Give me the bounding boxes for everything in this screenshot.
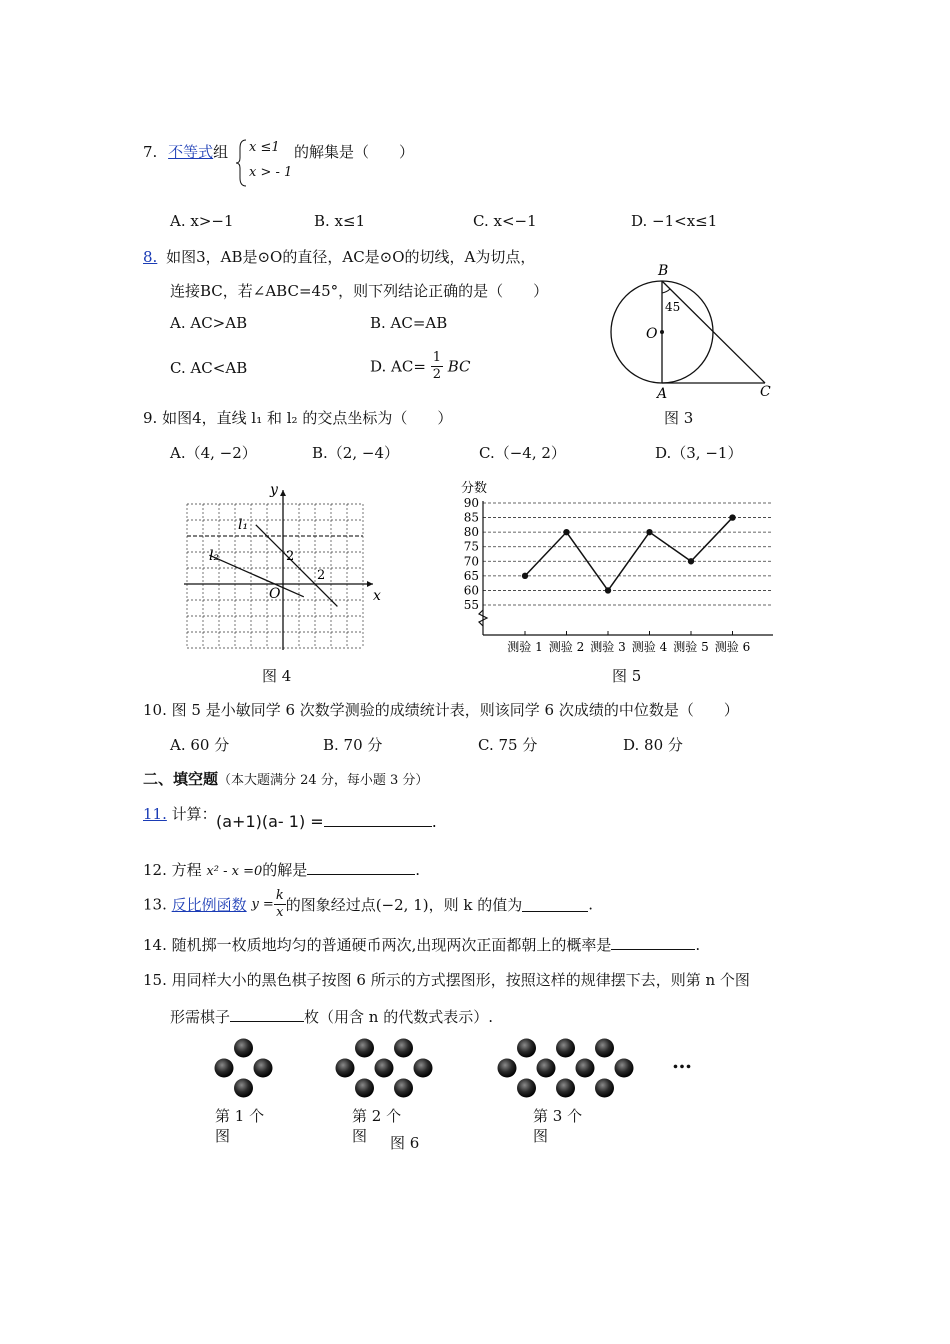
q8-option-d: [370, 350, 471, 383]
q8-line2: 连接BC，若∠ABC=45°，则下列结论正确的是（ ）: [170, 282, 549, 300]
section-2-heading: [143, 768, 428, 789]
figure-3-caption: 图 3: [664, 409, 694, 427]
q13-text: 的图象经过点(−2, 1)，则 k 的值为: [285, 896, 523, 914]
go-stone: [537, 1059, 556, 1078]
label-1-line1: 第 1 个: [215, 1107, 265, 1125]
figure-4: [180, 482, 390, 654]
x-tick-label: 测验 6: [714, 640, 751, 654]
go-stone: [576, 1059, 595, 1078]
q7-number: 7.: [143, 143, 158, 161]
q13-number: 13.: [143, 895, 167, 914]
y-axis-label: y: [270, 482, 278, 498]
q7-system-line2: x > - 1: [249, 165, 293, 180]
label-3-line1: 第 3 个: [533, 1107, 583, 1125]
label-c: C: [760, 384, 771, 400]
q11-expression: [216, 812, 437, 831]
x-axis-label: x: [373, 588, 381, 604]
q9-option-a: A.（4, −2）: [170, 444, 257, 462]
angle-arc: [662, 289, 670, 293]
y-tick-label: 90: [463, 496, 479, 510]
q8-number-link[interactable]: 8.: [143, 248, 158, 266]
figure-6: [205, 1030, 705, 1105]
figure-4-caption: 图 4: [262, 667, 292, 685]
q10-option-b: B. 70 分: [323, 736, 383, 754]
figure-6-label-3: [533, 1106, 582, 1146]
q15-line2-a: 形需棋子: [170, 1008, 231, 1026]
go-stone: [498, 1059, 517, 1078]
q7-brace: [236, 138, 248, 188]
go-stone: [556, 1039, 575, 1058]
q12-answer-blank[interactable]: [307, 860, 415, 875]
figure-3: [605, 262, 785, 402]
q15-line2: [170, 1006, 493, 1027]
go-stone: [254, 1059, 273, 1078]
q7-link-inequality[interactable]: 不等式: [168, 143, 214, 161]
q7-text-b: 的解集是（ ）: [294, 143, 415, 161]
q12-text2: 的解是: [262, 861, 308, 879]
q11-end: .: [431, 812, 437, 831]
q13-stem: [143, 888, 593, 921]
data-point: [563, 529, 569, 535]
y-tick-label: 60: [463, 583, 479, 598]
q13-answer-blank[interactable]: [522, 897, 588, 912]
label-2-line2: 图: [352, 1127, 368, 1145]
q8-text-line1: 如图3，AB是⊙O的直径，AC是⊙O的切线，A为切点，: [166, 248, 536, 266]
origin-label: O: [269, 586, 281, 602]
q8-line1: [143, 246, 535, 267]
data-point: [646, 529, 652, 535]
q14-answer-blank[interactable]: [611, 935, 695, 950]
q13-fraction-denominator: x: [276, 905, 284, 920]
q7-system-line1: x ≤1: [249, 140, 280, 155]
section-2-title: 二、填空题: [143, 770, 219, 788]
segment-bc: [662, 281, 765, 383]
label-l1: l₁: [238, 517, 249, 533]
x-tick-label: 测验 4: [631, 640, 668, 654]
q10-option-c: C. 75 分: [478, 736, 538, 754]
label-o: O: [646, 326, 658, 342]
go-stone: [234, 1079, 253, 1098]
q11-answer-blank[interactable]: [324, 812, 432, 827]
figure-6-caption: 图 6: [390, 1134, 420, 1152]
q9-option-c: C.（−4, 2）: [479, 444, 566, 462]
x-tick-label: 测验 2: [548, 640, 585, 654]
x-tick-label: 测验 5: [673, 640, 709, 654]
fraction-numerator: 1: [432, 350, 441, 365]
figure-6-ellipsis: …: [672, 1049, 692, 1073]
label-b: B: [658, 263, 669, 279]
go-stone: [595, 1039, 614, 1058]
y-tick-label: 85: [463, 510, 479, 525]
q15-answer-blank[interactable]: [230, 1007, 304, 1022]
q12-end: .: [415, 861, 421, 879]
figure-5-chart: [455, 478, 785, 663]
label-3-line2: 图: [533, 1127, 549, 1145]
q8-option-b: B. AC=AB: [370, 314, 448, 332]
go-stone: [234, 1039, 253, 1058]
q13-end: .: [588, 895, 594, 914]
go-stone: [394, 1039, 413, 1058]
q9-option-b: B.（2, −4）: [312, 444, 399, 462]
go-stone: [394, 1079, 413, 1098]
q9-stem: 9. 如图4，直线 l₁ 和 l₂ 的交点坐标为（ ）: [143, 409, 453, 427]
q12-stem: [143, 859, 420, 880]
q15-line2-b: 枚（用含 n 的代数式表示）.: [304, 1008, 493, 1026]
go-stone: [414, 1059, 433, 1078]
data-point: [605, 587, 611, 593]
x-axis-arrow: [367, 581, 373, 587]
q9-option-d: D.（3, −1）: [655, 444, 743, 462]
y-tick-label: 70: [463, 554, 479, 569]
data-point: [688, 558, 694, 564]
series-line: [525, 518, 733, 591]
y-axis-arrow: [280, 490, 286, 496]
x-tick-label: 测验 1: [507, 640, 543, 654]
go-stone: [215, 1059, 234, 1078]
label-2-line1: 第 2 个: [352, 1107, 402, 1125]
center-dot: [660, 330, 664, 334]
figure-6-label-1: [215, 1106, 264, 1146]
fraction: [431, 350, 443, 383]
y-tick-label: 65: [463, 568, 479, 583]
q8-option-c: C. AC<AB: [170, 359, 248, 377]
fraction-denominator: 2: [432, 367, 441, 382]
go-stone: [615, 1059, 634, 1078]
q13-link-inverse-function[interactable]: 反比例函数: [171, 896, 247, 914]
q14-stem: [143, 934, 700, 955]
go-stone: [375, 1059, 394, 1078]
label-l2: l₂: [209, 548, 220, 564]
q7-option-a: A. x>−1: [170, 212, 234, 230]
y-tick-label: 75: [463, 539, 479, 554]
q11-stem: [143, 803, 217, 824]
data-point: [729, 514, 735, 520]
label-two-y: 2: [286, 549, 295, 564]
q7-option-b: B. x≤1: [314, 212, 366, 230]
y-axis-title: 分数: [461, 481, 488, 496]
figure-5-caption: 图 5: [612, 667, 642, 685]
label-angle: 45: [665, 300, 681, 314]
q11-text: 计算：: [171, 805, 217, 823]
q7-text-a: 组: [213, 143, 229, 161]
q11-number-link[interactable]: 11.: [143, 805, 167, 823]
q8-option-a: A. AC>AB: [170, 314, 248, 332]
go-stone: [355, 1039, 374, 1058]
q13-fraction-numerator: k: [275, 888, 284, 903]
q11-expr: (a+1)(a- 1) =: [216, 812, 324, 831]
go-stone: [517, 1039, 536, 1058]
q13-fraction: [274, 888, 286, 921]
q15-line1: 15. 用同样大小的黑色棋子按图 6 所示的方式摆图形，按照这样的规律摆下去，则第 n 个图: [143, 971, 750, 989]
label-1-line2: 图: [215, 1127, 231, 1145]
section-2-note: （本大题满分 24 分，每小题 3 分）: [218, 773, 429, 788]
q14-end: .: [695, 936, 701, 954]
x-tick-label: 测验 3: [590, 640, 626, 654]
go-stone: [336, 1059, 355, 1078]
label-a: A: [657, 386, 668, 402]
q10-option-a: A. 60 分: [170, 736, 230, 754]
y-tick-label: 55: [463, 598, 479, 612]
q10-option-d: D. 80 分: [623, 736, 683, 754]
go-stone: [517, 1079, 536, 1098]
data-point: [522, 573, 528, 579]
q14-text: 14. 随机掷一枚质地均匀的普通硬币两次,出现两次正面都朝上的概率是: [143, 936, 612, 954]
go-stone: [355, 1079, 374, 1098]
q12-text: 12. 方程: [143, 861, 202, 879]
go-stone: [595, 1079, 614, 1098]
q8-option-d-prefix: D. AC=: [370, 357, 426, 376]
q7-stem: [143, 141, 228, 162]
q12-expr: x² - x =0: [206, 864, 263, 879]
q8-option-d-suffix: BC: [447, 357, 471, 376]
q7-option-d: D. −1<x≤1: [631, 212, 718, 230]
y-tick-label: 80: [463, 525, 479, 540]
label-two-x: 2: [317, 568, 326, 583]
q10-stem: 10. 图 5 是小敏同学 6 次数学测验的成绩统计表，则该同学 6 次成绩的中位数是（ ）: [143, 701, 739, 719]
q7-option-c: C. x<−1: [473, 212, 537, 230]
go-stone: [556, 1079, 575, 1098]
q13-expr-y: y =: [251, 897, 274, 912]
